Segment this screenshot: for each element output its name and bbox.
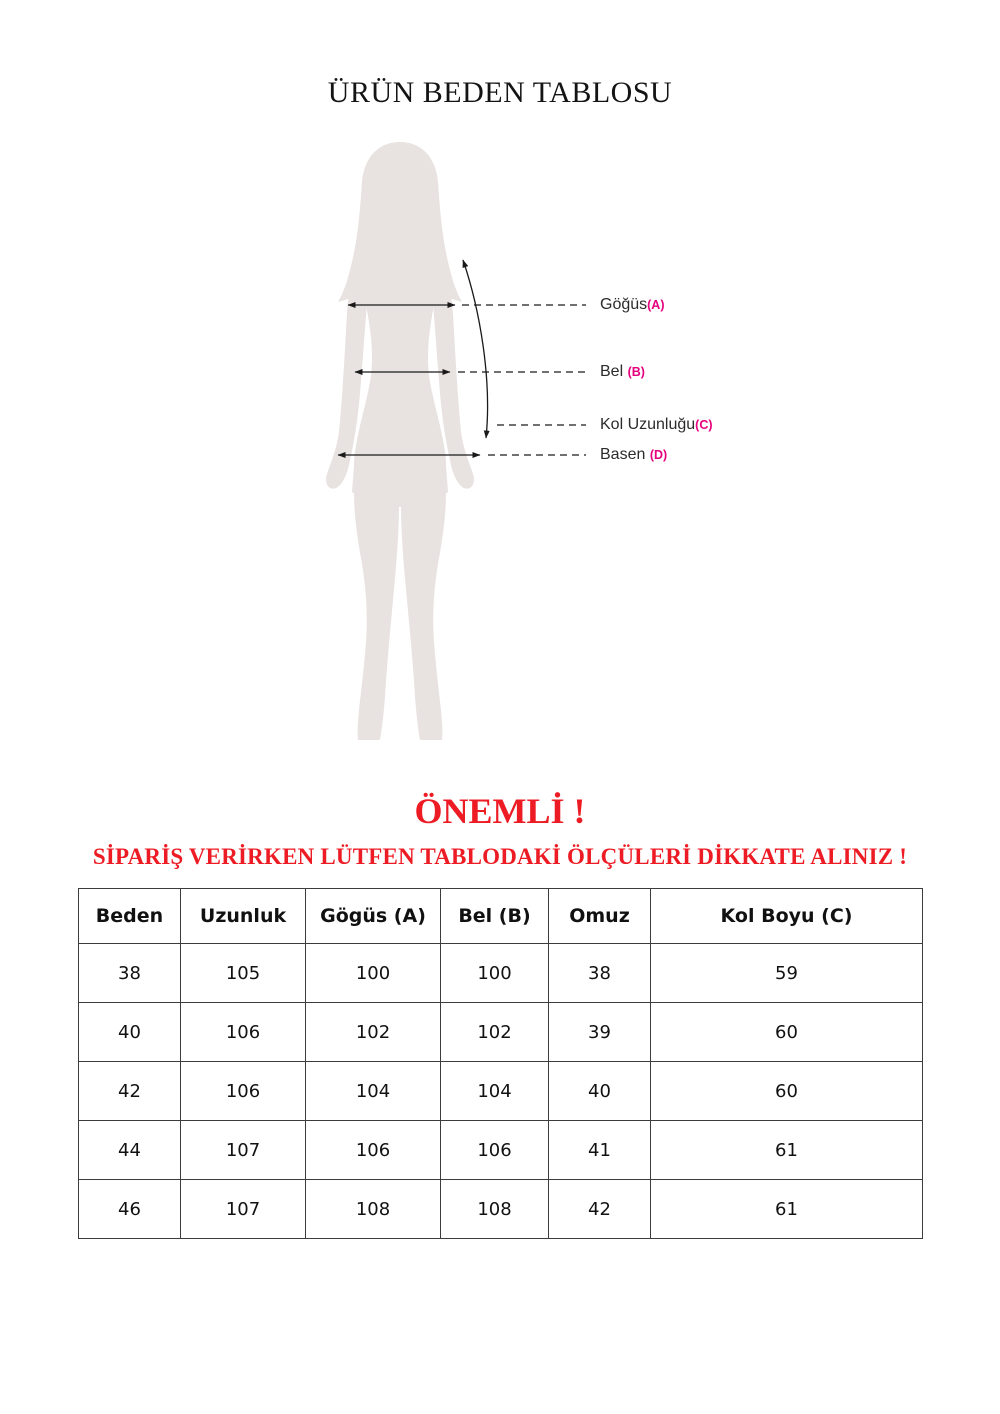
table-cell: 108: [306, 1180, 441, 1239]
header-cell: Gögüs (A): [306, 889, 441, 944]
size-table: [78, 888, 923, 1239]
table-cell: 44: [79, 1121, 181, 1180]
table-cell: 106: [181, 1062, 306, 1121]
table-cell: 61: [651, 1180, 923, 1239]
table-cell: 102: [306, 1003, 441, 1062]
table-cell: 41: [549, 1121, 651, 1180]
header-cell: Beden: [79, 889, 181, 944]
header-cell: Uzunluk: [181, 889, 306, 944]
table-cell: 102: [441, 1003, 549, 1062]
important-heading: ÖNEMLİ !: [414, 791, 586, 831]
table-cell: 59: [651, 944, 923, 1003]
header-cell: Omuz: [549, 889, 651, 944]
measurement-label-chest: [600, 294, 665, 316]
measurement-code-d: (D): [649, 448, 668, 462]
table-cell: 40: [549, 1062, 651, 1121]
header-cell: Kol Boyu (C): [651, 889, 923, 944]
header-cell: Bel (B): [441, 889, 549, 944]
table-cell: 42: [549, 1180, 651, 1239]
measurement-label-hip: [600, 444, 667, 466]
measurement-label-chest-text: Göğüs: [600, 296, 648, 313]
table-cell: 60: [651, 1003, 923, 1062]
table-cell: 38: [79, 944, 181, 1003]
table-cell: 104: [306, 1062, 441, 1121]
table-cell: 108: [441, 1180, 549, 1239]
table-row: [79, 1180, 923, 1239]
measurement-label-arm-text: Kol Uzunluğu: [600, 416, 696, 433]
measurement-lines: [0, 140, 1000, 760]
table-cell: 100: [306, 944, 441, 1003]
table-cell: 42: [79, 1062, 181, 1121]
table-cell: 106: [441, 1121, 549, 1180]
measurement-code-b: (B): [627, 365, 645, 379]
order-warning-text: SİPARİŞ VERİRKEN LÜTFEN TABLODAKİ ÖLÇÜLERİ DİKKATE ALINIZ !: [92, 844, 908, 869]
table-row: [79, 1003, 923, 1062]
measurement-label-arm: [600, 414, 713, 436]
measurement-label-waist: [600, 361, 645, 383]
table-cell: 107: [181, 1180, 306, 1239]
table-cell: 107: [181, 1121, 306, 1180]
measurement-code-c: (C): [695, 418, 713, 432]
table-cell: 60: [651, 1062, 923, 1121]
measurement-label-hip-text: Basen: [600, 446, 650, 463]
table-cell: 100: [441, 944, 549, 1003]
page-title: ÜRÜN BEDEN TABLOSU: [327, 76, 673, 109]
measurement-diagram: [0, 140, 1000, 760]
table-cell: 106: [181, 1003, 306, 1062]
table-cell: 38: [549, 944, 651, 1003]
table-cell: 106: [306, 1121, 441, 1180]
measurement-code-a: (A): [647, 298, 665, 312]
measurement-label-waist-text: Bel: [600, 363, 628, 380]
table-cell: 46: [79, 1180, 181, 1239]
table-row: [79, 1121, 923, 1180]
table-cell: 61: [651, 1121, 923, 1180]
table-cell: 105: [181, 944, 306, 1003]
table-cell: 40: [79, 1003, 181, 1062]
size-table-header-row: [79, 889, 923, 944]
table-cell: 39: [549, 1003, 651, 1062]
table-cell: 104: [441, 1062, 549, 1121]
table-row: [79, 1062, 923, 1121]
table-row: [79, 944, 923, 1003]
